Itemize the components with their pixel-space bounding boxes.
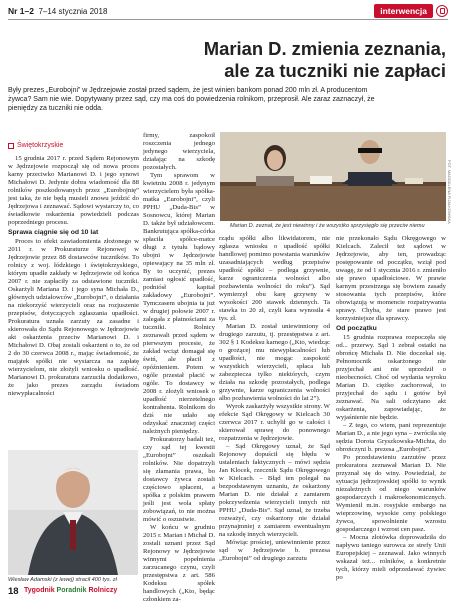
paragraph: Po przedstawieniu zarzutów przez prokuratora zeznawał Marian D. Nie przyznał się do winy. Powiedział, że sytuacja jędrzejowskiej spółki to wynik niezależnych od niego warunków gospodarczych i makroekonomicznych. Wymienił m.in. rosyjskie embargo na wieprzowinę, wysokie ceny polskiego żywca, spowolnienie wzrostu gospodarczego i wzrost cen pasz. xyxy=(336,454,446,533)
publication-brand xyxy=(24,587,117,594)
pin-icon xyxy=(8,143,14,149)
issue-info xyxy=(8,6,107,16)
headline-line-2: ale za tuczniki nie zapłaci xyxy=(224,60,446,81)
location-label: Świętokrzyskie xyxy=(17,142,64,149)
paragraph: W końcu w grudniu 2015 r. Marian i Michał D. zostali uznani przez Sąd Rejonowy w Jędrzejowie winnymi popełnienia zarzucanego czynu, czyli przestępstwa z art. 586 Kodeksu spółek handlowych („Kto, będąc członkiem za- xyxy=(143,524,215,603)
section-tag: interwencja xyxy=(374,4,433,18)
brand-part-2: Poradnik xyxy=(56,587,89,594)
paragraph: Marian D. został uniewinniony od drugiego zarzutu, tj. przestępstwa z art. 302 § 1 Kodeksu karnego („Kto, wiedząc o grożącej mu niewypłacalności lub upadłości, nie mogąc zaspokoić wszystkich wierzycieli, spłaca lub zabezpiecza tylko niektórych, czym działa na szkodę pozostałych, podlega grzywnie, karze ograniczenia wolności albo pozbawienia wolności do lat 2”). xyxy=(219,323,330,402)
location-tag xyxy=(8,142,63,149)
farmer-illustration xyxy=(8,450,138,575)
photo-courtroom xyxy=(220,132,446,221)
paragraph: firmy, zaspokoił roszczenia jednego jedynego wierzyciela, działając na szkodę pozostałych. xyxy=(143,132,215,171)
section-marker xyxy=(374,4,448,18)
paragraph: 15 grudnia 2017 r. przed Sądem Rejonowym w Jędrzejowie rozpoczął się od nowa proces karny przeciwko Marianowi D. i jego synowi Michałowi D. Jedynie dobra wiadomość dla 88 rolników poszkodowanych przez „Eurobojnię” jest taka, że nie będą musieli znowu jeździć do Jędrzejowa i zeznawać. Sądowi wystarczy to, co świadkowie oskarżenia powiedzieli podczas poprzedniego procesu. xyxy=(8,155,139,226)
column-4 xyxy=(336,235,446,582)
alarm-icon xyxy=(436,5,448,17)
page-number: 18 xyxy=(8,586,19,597)
photo-credit: FOT. MAGDALENA FIJAŁKOWSKA xyxy=(447,160,452,224)
photo-caption-bottom: Wiesław Adamski (z lewej) stracił 400 tys. zł xyxy=(8,577,117,583)
paragraph: Mówiąc prościej, uniewinnienie przez sąd w Jędrzejowie b. prezesa „Eurobojni” od drugiego zarzutu xyxy=(219,539,330,562)
paragraph: Tym sprawom w kwietniu 2008 r. jedynym wierzycielem była spółka-matka „Eurobojni”, czyli PPHU „Duda-Bis” w Sosnowcu, której Marian D. także był udziałowcem. Bankrutująca spółka-córka spłaciła spółce-matce długi z tytułu bądowy ubojni w Jędrzejowie opiewający na 35 mln zł. By to uczynić, prezes zamiast ogłosić upadłość, podniósł kapitał zakładowy „Eurobojni”. Tymczasem ubojnia ta już w drugiej połowie 2007 r. zalegała z płatnościami za tuczniki. Rolnicy zeznawali przed sądem w pierwszym procesie, że zakład wciąż domagał się świń, ale płacił z opóźnieniem. Potem w ogóle przestał płacić w ogóle. To dostawcy w 2008 r. złożyli wniosek o upadłość nierzetelnego kontrahenta. Rolnikom do dziś nie udało się odzyskać znaczniej części należnych pieniędzy. xyxy=(143,172,215,435)
issue-dates: 7–14 stycznia 2018 xyxy=(38,7,108,16)
column-3 xyxy=(219,235,330,563)
lead-paragraph: Były prezes „Eurobojni” w Jędrzejowie został przed sądem, że jest winien bankom ponad 200 mln zł. A producentom żywca? Sam nie wie. Dopytywany przez sąd, czy ma coś do powiedzenia rolnikom, przeprosił. Ale zaraz zaznaczył, że pieniędzy za tuczniki nie odda. xyxy=(8,87,375,112)
paragraph: – Sąd Okręgowy uznał, że Sąd Rejonowy dopuścił się błędu w ustaleniach faktycznych – mówi sędzia Jan Klocek, rzecznik Sądu Okręgowego w Kielcach. – Błąd ten polegał na bezpodstawnym uznaniu, że oskarżony Marian D. nie działał z zamiarem pokrzywdzenia wierzycieli innych niż PPHU „Duda-Bis”. Sąd uznał, że trzeba rozważyć, czy oskarżony nie działał przynajmniej z zamiarem ewentualnym na szkodę innych wierzycieli. xyxy=(219,443,330,538)
paragraph: rządu spółki albo likwidatorem, nie zgłasza wniosku o upadłość spółki handlowej pomimo powstania warunków uzasadniających według przepisów upadłość spółki – podlega grzywnie, karze ograniczenia wolności albo pozbawienia wolności do roku”). Sąd wymierzył obu karę grzywny w wysokości 200 stawek dziennych. Ta stawka to 20 zł, czyli kara wynosiła 4 tys. zł. xyxy=(219,235,330,322)
paragraph: – Mocna złotówka doprowadziła do napływu taniego surowca ze strefy Unii Europejskiej – zeznawał. Jako winnych wskazał też... rolników, a konkretnie tych, którzy mieli odprzedawać żywiec po xyxy=(336,534,446,581)
subheading: Sprawa ciągnie się od 10 lat xyxy=(8,229,99,236)
paragraph: 15 grudnia rozprawa rozpoczęła się od... przerwy. Sąd 1 zebrał ostatki na obrońcę Michała D. Nie doczekał się. Pełnomocnik oskarżonego nie przyjechał ani nie uprzedził o nieobecności. Choć od wydania wyroku Marian D. ciężko zachorował, to przyjechał do sądu i gotów był zeznawać. Na sali odczytano akt oskarżenia, zapowiadając, że wyjaśnienie nie będzie. xyxy=(336,334,446,421)
paragraph: Wyrok zaskarżyły wszystkie strony. W efekcie Sąd Okręgowy w Kielcach 30 czerwca 2017 r. uchylił go w całości i skierował sprawę do ponownego rozpatrzenia w Jędrzejowie. xyxy=(219,403,330,442)
photo-caption-top: Marian D. zeznał, że jest niewinny i że wszystko sprzysięgło się przeciw niemu xyxy=(230,223,425,229)
headline-line-1: Marian D. zmienia zeznania, xyxy=(203,38,446,59)
paragraph: nie przekonało Sądu Okręgowego w Kielcach. Zalecił też sądowi w Jędrzejowie, aby ten, prowadząc postępowanie od początku, wziął pod uwagę, że od 1 stycznia 2016 r. zmieniło się prawo upadłościowe. W prawie karnym przestrzega się bowiem zasady stosowania tych przepisów, które obowiązują w momencie rozpatrywania sprawy. Chyba, że stare prawo jest korzystniejsze dla sprawcy. xyxy=(336,235,446,322)
column-2 xyxy=(143,132,215,604)
brand-part-3: Rolniczy xyxy=(88,587,118,594)
photo-farmer xyxy=(8,450,138,575)
brand-part-1: Tygodnik xyxy=(24,587,57,594)
courtroom-illustration xyxy=(220,132,446,221)
headline xyxy=(46,38,446,82)
subheading: Od początku xyxy=(336,325,377,332)
paragraph: Prokuratorzy badali też, czy sąd tej kwestii „Eurobojni” oszukali rolników. Nie dopatrzyli się złamania prawa, bo dostawcy żywca zostali częściowo spłaceni, a spółka z polskim prawem jeśli jest wola spłaty zobowiązań, to nie można mówić o oszustwie. xyxy=(143,436,215,523)
paragraph: – Z tego, co wiem, pani reprezentuje Marian D., a nie jego syna – zwróciła się sędzia Dorota Gryszkowska-Michta, do obrończyni b. prezesa „Eurobojni”. xyxy=(336,422,446,453)
paragraph: Proces to efekt zawiadomienia złożonego w 2011 r. w Prokuraturze Rejonowej w Jędrzejowie przez 88 dostawców tuczników. To rolnicy z woj. łódzkiego i świętokrzyskiego, którym upadłe zakłady w Jędrzejowie od końca 2007 r. nie zapłaciły za odstawione tuczniki. Oskarżyli Mariana D. i jego syna Michała D., głównych udziałowców „Eurobojni”, o działania na niekorzyść wierzycieli oraz na rozjuszenie przepisów, dotyczących zgłaszania upadłości. Prokuratura uznała zarzuty za zasadne i skierowała do Sądu Rejonowego w Jędrzejowie akt oskarżenia przeciw Marianowi D. i Michałowi D. Obaj zostali oskarżeni o to, że od 2 do 30 czerwca 2008 r., mając świadomość, że majątek spółki nie wystarcza na zapłatę wierzycielom, nie złożyli wniosku o upadłość. Marianowi D. prokuratura zarzuciła dodatkowo, że jako prezes zarządu świadom niewypłacalności xyxy=(8,238,139,397)
column-1 xyxy=(8,155,139,398)
header-divider xyxy=(8,19,448,20)
issue-number: Nr 1–2 xyxy=(8,6,34,16)
